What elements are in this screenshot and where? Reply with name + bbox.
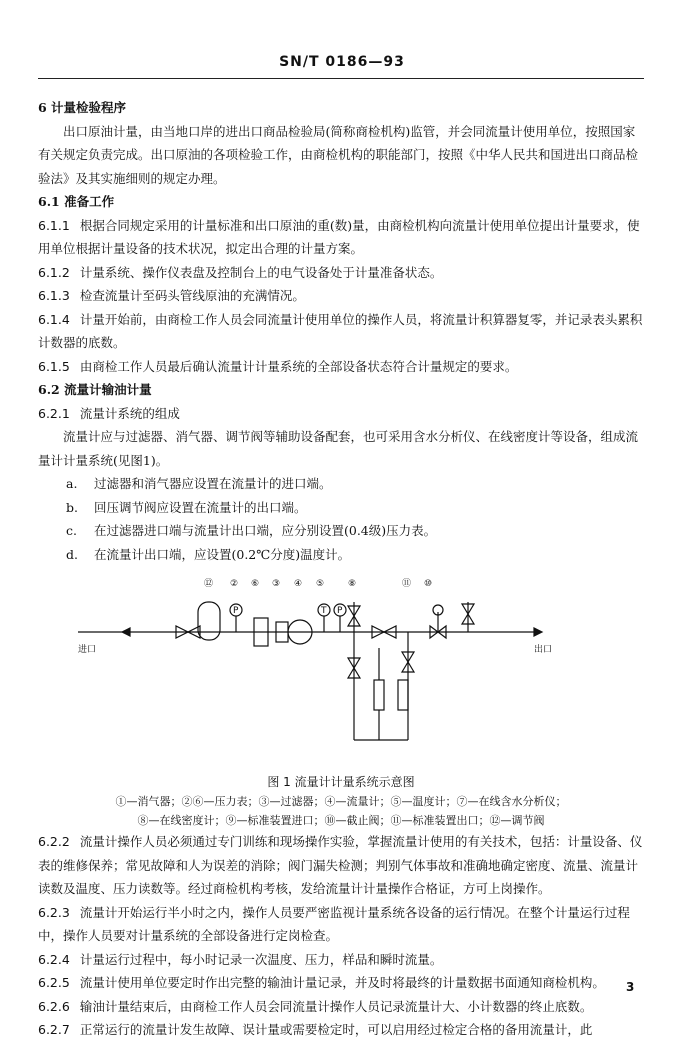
clause-text: 流量计使用单位要定时作出完整的输油计量记录，并及时将最终的计量数据书面通知商检机构。 — [79, 975, 605, 990]
section-6-title: 6 计量检验程序 — [38, 100, 127, 115]
clause-6-1-2 — [38, 261, 644, 285]
clause-number: 6.1.2 — [38, 264, 70, 280]
inlet-label: 进口 — [78, 645, 97, 655]
clause-text: 计量开始前，由商检工作人员会同流量计使用单位的操作人员，将流量计积算器复零，并记录表头累积计数器的底数。 — [38, 311, 643, 350]
clause-number: 6.2.1 — [38, 405, 70, 421]
figure-caption: 图 1 流量计计量系统示意图 — [267, 775, 415, 789]
section-6-intro: 出口原油计量，由当地口岸的进出口商品检验局(简称商检机构)监管，并会同流量计使用单位，按照国家有关规定负责完成。出口原油的各项检验工作，由商检机构的职能部门，按照《中华人民共和国进出口商品检验法》及其实施细则的规定办理。 — [38, 123, 639, 186]
clause-6-2-1 — [38, 402, 644, 426]
clause-text: 检查流量计至码头管线原油的充满情况。 — [79, 288, 305, 303]
list-label: b. — [66, 499, 78, 515]
clause-title: 流量计系统的组成 — [79, 405, 180, 421]
list-item-a — [38, 472, 644, 496]
clause-6-1-3 — [38, 284, 644, 308]
inlet-arrow — [122, 628, 130, 636]
clause-6-2-3 — [38, 901, 644, 948]
clause-text: 计量系统、操作仪表盘及控制台上的电气设备处于计量准备状态。 — [79, 264, 443, 280]
marker-label: ⑩ — [424, 579, 433, 589]
clause-text: 正常运行的流量计发生故障、误计量或需要检定时，可以启用经过检定合格的备用流量计，此 — [79, 1022, 593, 1037]
list-item-d — [38, 543, 644, 567]
marker-label: ⑥ — [251, 579, 260, 589]
clause-number: 6.1.4 — [38, 311, 70, 327]
list-item-b — [38, 496, 644, 520]
section-6-2-title: 6.2 流量计输油计量 — [38, 382, 152, 397]
outlet-arrow — [534, 628, 542, 636]
clause-text: 计量运行过程中，每小时记录一次温度、压力，样品和瞬时流量。 — [79, 951, 443, 967]
list-text: 过滤器和消气器应设置在流量计的进口端。 — [94, 476, 332, 491]
list-text: 在流量计出口端，应设置(0.2℃分度)温度计。 — [94, 546, 351, 562]
diagram-svg — [38, 572, 644, 770]
figure-legend-line-1: ①—消气器；②⑥—压力表；③—过滤器；④—流量计；⑤—温度计；⑦—在线含水分析仪； — [115, 795, 567, 808]
marker-label: ⑤ — [316, 579, 325, 589]
gauge-letter-p: P — [337, 606, 343, 616]
list-text: 在过滤器进口端与流量计出口端，应分别设置(0.4级)压力表。 — [94, 523, 437, 538]
clause-text: 由商检工作人员最后确认流量计计量系统的全部设备状态符合计量规定的要求。 — [79, 358, 518, 374]
clause-6-2-5 — [38, 971, 644, 995]
clause-number: 6.2.6 — [38, 998, 70, 1014]
clause-text: 根据合同规定采用的计量标准和出口原油的重(数)量，由商检机构向流量计使用单位提出计量要求，使用单位根据计量设备的技术状况，拟定出合理的计量方案。 — [38, 217, 640, 256]
list-label: d. — [66, 546, 78, 562]
header-divider — [38, 78, 644, 79]
flow-system-diagram — [38, 572, 644, 770]
clause-number: 6.2.5 — [38, 975, 70, 990]
marker-label: ⑪ — [402, 579, 412, 589]
clause-6-1-4 — [38, 308, 644, 355]
clause-6-2-6 — [38, 995, 644, 1019]
list-label: c. — [66, 523, 77, 538]
clause-6-2-1-paragraph: 流量计应与过滤器、消气器、调节阀等辅助设备配套，也可采用含水分析仪、在线密度计等设备，组成流量计计量系统(见图1)。 — [38, 429, 639, 468]
marker-label: ③ — [272, 579, 281, 589]
figure-legend-line-2: ⑧—在线密度计；⑨—标准装置进口；⑩—截止阀；⑪—标准装置出口；⑫—调节阀 — [137, 814, 545, 827]
clause-number: 6.2.2 — [38, 834, 70, 849]
clause-6-2-4 — [38, 948, 644, 972]
page-number: 3 — [626, 980, 635, 994]
list-label: a. — [66, 476, 78, 491]
page-content — [38, 96, 644, 1042]
clause-6-2-2 — [38, 830, 644, 901]
clause-number: 6.1.3 — [38, 288, 70, 303]
list-item-c — [38, 519, 644, 543]
clause-text: 流量计操作人员必须通过专门训练和现场操作实验，掌握流量计使用的有关技术，包括：计量设备、仪表的维修保养；常见故障和人为误差的消除；阀门漏失检测；判别气体事故和准确地确定密度、流量、流量计读数及温度、压力读数等。经过商检机构考核，发给流量计计量操作合格证，方可上岗操作。 — [38, 834, 643, 896]
clause-6-2-7 — [38, 1018, 644, 1042]
clause-number: 6.2.4 — [38, 951, 70, 967]
clause-text: 流量计开始运行半小时之内，操作人员要严密监视计量系统各设备的运行情况。在整个计量运行过程中，操作人员要对计量系统的全部设备进行定岗检查。 — [38, 904, 630, 943]
standard-device — [374, 680, 384, 710]
gauge-letter-p: P — [233, 606, 239, 616]
clause-number: 6.2.3 — [38, 904, 70, 920]
gauge-letter-t: T — [321, 606, 327, 616]
clause-6-1-1 — [38, 214, 644, 261]
section-6-1-title: 6.1 准备工作 — [38, 194, 115, 209]
outlet-label: 出口 — [534, 645, 553, 655]
clause-number: 6.1.5 — [38, 358, 70, 374]
standard-device-2 — [398, 680, 408, 710]
marker-label: ⑫ — [204, 579, 214, 589]
marker-label: ⑧ — [348, 579, 357, 589]
deaerator-vessel — [198, 602, 220, 640]
clause-6-1-5 — [38, 355, 644, 379]
clause-number: 6.2.7 — [38, 1022, 70, 1037]
marker-label: ④ — [294, 579, 303, 589]
clause-number: 6.1.1 — [38, 217, 70, 233]
clause-text: 输油计量结束后，由商检工作人员会同流量计操作人员记录流量计大、小计数器的终止底数。 — [79, 998, 593, 1014]
list-text: 回压调节阀应设置在流量计的出口端。 — [94, 499, 307, 515]
document-code-header: SN/T 0186—93 — [279, 54, 405, 70]
marker-label: ② — [230, 579, 239, 589]
